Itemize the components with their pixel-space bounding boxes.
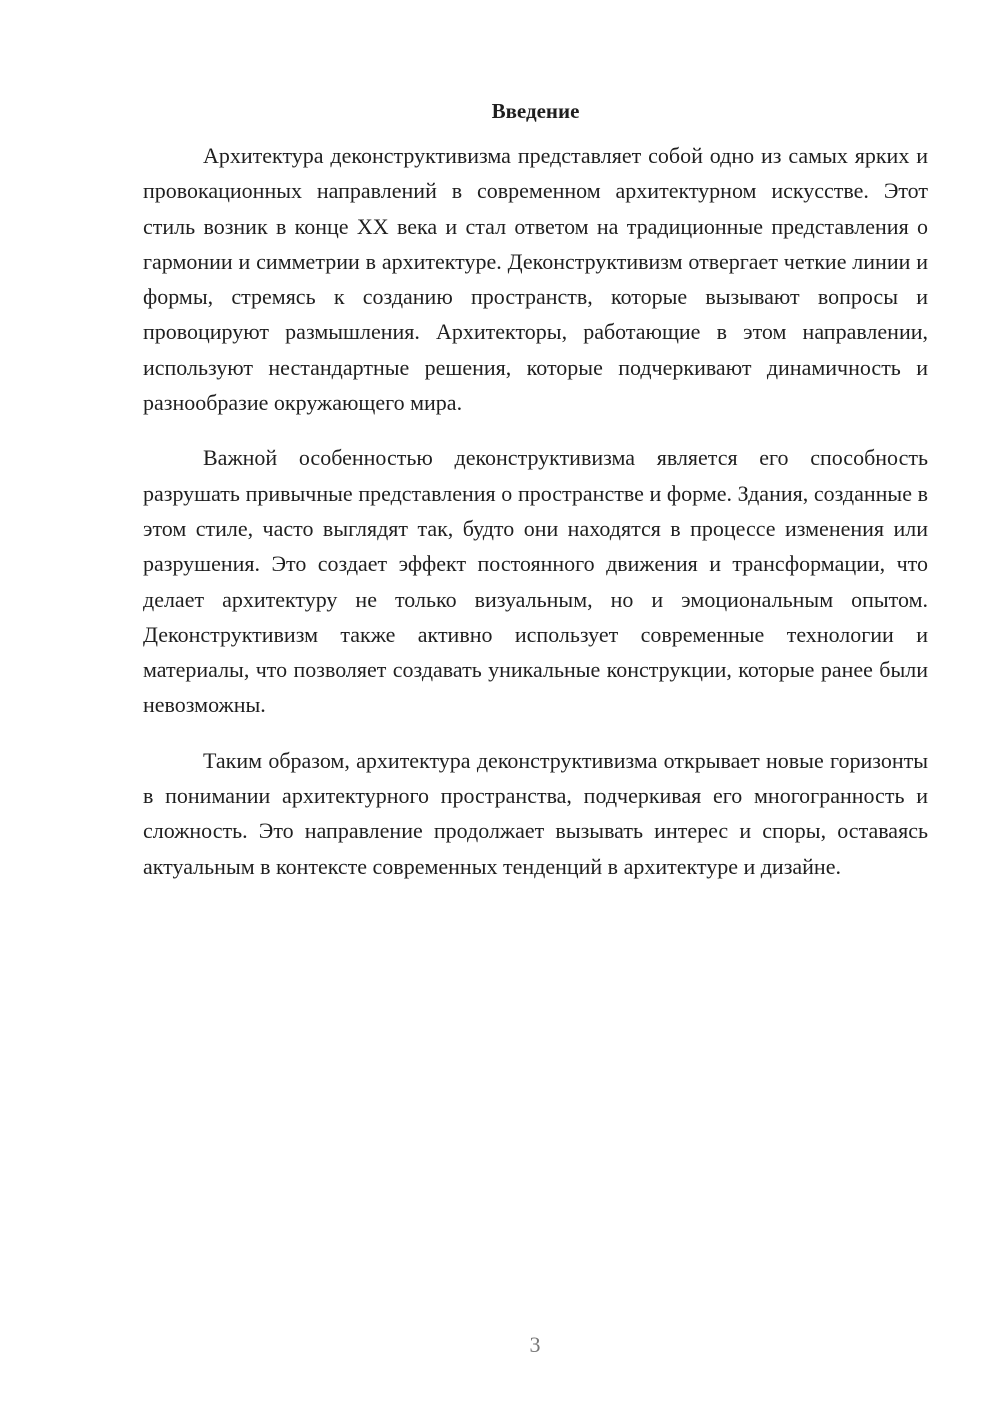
paragraph-3: Таким образом, архитектура деконструктивизма открывает новые горизонты в понимании архитектурного пространства, подчеркивая его многогранность и сложность. Это направление продолжает вызывать интерес и споры, оставаясь актуальным в контексте современных тенденций в архитектуре и дизайне. [143, 747, 928, 879]
section-title: Введение [491, 99, 580, 123]
paragraph-2: Важной особенностью деконструктивизма является его способность разрушать привычные представления о пространстве и форме. Здания, созданные в этом стиле, часто выглядят так, будто они находятся в процессе изменения или разрушения. Это создает эффект постоянного движения и трансформации, что делает архитектуру не только визуальным, но и эмоциональным опытом. Деконструктивизм также активно использует современные технологии и материалы, что позволяет создавать уникальные конструкции, которые ранее были невозможны. [143, 445, 928, 718]
paragraph-1: Архитектура деконструктивизма представляет собой одно из самых ярких и провокационных направлений в современном архитектурном искусстве. Этот стиль возник в конце XX века и стал ответом на традиционные представления о гармонии и симметрии в архитектуре. Деконструктивизм отвергает четкие линии и формы, стремясь к созданию пространств, которые вызывают вопросы и провоцируют размышления. Архитекторы, работающие в этом направлении, используют нестандартные решения, которые подчеркивают динамичность и разнообразие окружающего мира. [143, 143, 928, 416]
page-content [143, 96, 928, 904]
page-number: 3 [529, 1332, 541, 1357]
